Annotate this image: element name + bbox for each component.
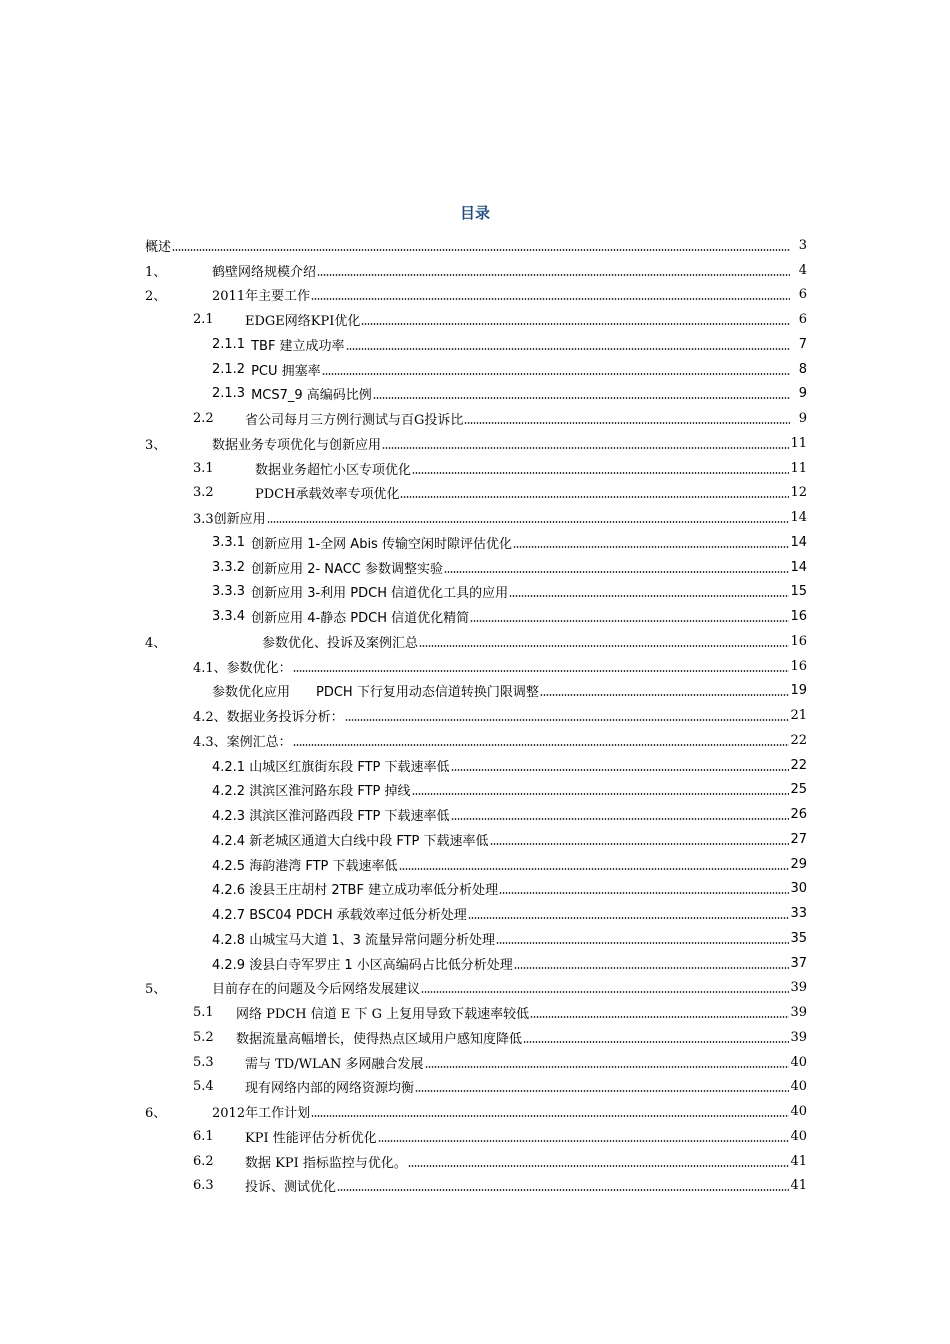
toc-entry-number: 2.1.1 bbox=[212, 336, 246, 352]
leader-dots bbox=[317, 274, 790, 276]
toc-entry[interactable] bbox=[145, 1025, 807, 1050]
toc-entry-page: 11 bbox=[790, 435, 807, 451]
toc-entry[interactable] bbox=[145, 505, 807, 530]
leader-dots bbox=[311, 298, 790, 300]
toc-entry-label: PCU 拥塞率 bbox=[251, 363, 321, 379]
leader-dots bbox=[444, 571, 789, 573]
leader-dots bbox=[421, 991, 789, 993]
toc-entry-page: 27 bbox=[790, 831, 807, 847]
toc-entry-label: 4.2.1 山城区红旗街东段 FTP 下载速率低 bbox=[212, 759, 450, 775]
leader-dots bbox=[267, 521, 790, 523]
toc-entry-page: 14 bbox=[790, 559, 807, 575]
toc-entry-label: 4.2.8 山城宝马大道 1、3 流量异常问题分析处理 bbox=[212, 932, 496, 948]
leader-dots bbox=[346, 348, 790, 350]
toc-entry-label: 4.2.6 浚县王庄胡村 2TBF 建立成功率低分析处理 bbox=[212, 883, 499, 899]
toc-entry-page: 35 bbox=[790, 930, 807, 946]
toc-entry[interactable] bbox=[145, 406, 807, 431]
toc-entry[interactable] bbox=[145, 778, 807, 803]
toc-entry[interactable] bbox=[145, 530, 807, 555]
toc-entry-label: KPI 性能评估分析优化 bbox=[245, 1130, 377, 1146]
toc-entry-label: 4.1、参数优化： bbox=[193, 660, 292, 676]
toc-entry-number: 6、 bbox=[145, 1106, 167, 1122]
toc-entry-number: 3.3.1 bbox=[212, 534, 246, 550]
toc-entry-page: 11 bbox=[790, 460, 807, 476]
toc-entry-page: 3 bbox=[798, 237, 807, 253]
toc-entry[interactable] bbox=[145, 654, 807, 679]
toc-entry-number: 3.1 bbox=[193, 460, 214, 476]
leader-dots bbox=[468, 917, 790, 919]
toc-entry-label: 4.2.5 海韵港湾 FTP 下载速率低 bbox=[212, 858, 398, 874]
toc-entry[interactable] bbox=[145, 555, 807, 580]
toc-entry-label: TBF 建立成功率 bbox=[251, 338, 345, 354]
leader-dots bbox=[425, 1066, 790, 1068]
toc-entry-label: 目前存在的问题及今后网络发展建议 bbox=[212, 982, 421, 998]
toc-entry-number: 5.2 bbox=[193, 1029, 214, 1045]
toc-entry[interactable] bbox=[145, 431, 807, 456]
toc-entry-page: 41 bbox=[790, 1153, 807, 1169]
toc-entry-page: 30 bbox=[790, 881, 807, 897]
leader-dots bbox=[412, 793, 790, 795]
leader-dots bbox=[400, 496, 789, 498]
toc-entry[interactable] bbox=[145, 1099, 807, 1124]
toc-entry-label: 网络 PDCH 信道 E 下 G 上复用导致下载速率较低 bbox=[236, 1007, 530, 1023]
toc-entry-number: 2.1 bbox=[193, 312, 214, 328]
toc-entry-number: 1、 bbox=[145, 264, 167, 280]
toc-entry-page: 39 bbox=[790, 980, 807, 996]
toc-entry-page: 6 bbox=[798, 312, 807, 328]
toc-entry-label: 4.2.9 浚县白寺军罗庄 1 小区高编码占比低分析处理 bbox=[212, 957, 513, 973]
toc-entry-page: 14 bbox=[790, 510, 807, 526]
toc-entry-page: 7 bbox=[798, 336, 807, 352]
toc-entry-number: 3、 bbox=[145, 437, 167, 453]
toc-entry-number: 2.2 bbox=[193, 411, 214, 427]
leader-dots bbox=[470, 620, 789, 622]
toc-entry-page: 40 bbox=[790, 1104, 807, 1120]
toc-entry-page: 29 bbox=[790, 856, 807, 872]
toc-entry[interactable] bbox=[145, 1174, 807, 1199]
toc-entry-number: 3.2 bbox=[193, 485, 214, 501]
toc-entry-label: PDCH承载效率专项优化 bbox=[255, 487, 400, 503]
toc-entry-number: 5.3 bbox=[193, 1054, 214, 1070]
toc-entry[interactable] bbox=[145, 1075, 807, 1100]
toc-entry-label: EDGE网络KPI优化 bbox=[245, 314, 361, 330]
toc-entry-page: 12 bbox=[790, 485, 807, 501]
toc-entry-label: 需与 TD/WLAN 多网融合发展 bbox=[245, 1056, 424, 1072]
leader-dots bbox=[451, 769, 790, 771]
toc-entry[interactable] bbox=[145, 877, 807, 902]
toc-entry-page: 16 bbox=[790, 658, 807, 674]
toc-entry[interactable] bbox=[145, 976, 807, 1001]
leader-dots bbox=[337, 1189, 789, 1191]
toc-entry-label: 2012年工作计划 bbox=[212, 1106, 311, 1122]
toc-entry-number: 4、 bbox=[145, 635, 167, 651]
toc-entry[interactable] bbox=[145, 827, 807, 852]
toc-entry-page: 40 bbox=[790, 1079, 807, 1095]
leader-dots bbox=[408, 1165, 790, 1167]
toc-entry-page: 37 bbox=[790, 955, 807, 971]
toc-entry-page: 25 bbox=[790, 782, 807, 798]
toc-entry-page: 22 bbox=[790, 732, 807, 748]
leader-dots bbox=[293, 670, 790, 672]
toc-entry-label: 数据业务超忙小区专项优化 bbox=[255, 462, 412, 478]
toc-entry-label: 创新应用 4-静态 PDCH 信道优化精简 bbox=[251, 611, 470, 627]
toc-entry-page: 8 bbox=[798, 361, 807, 377]
toc-entry-label: 概述 bbox=[145, 239, 172, 255]
leader-dots bbox=[373, 397, 790, 399]
toc-entry[interactable] bbox=[145, 1149, 807, 1174]
toc-entry-page: 41 bbox=[790, 1178, 807, 1194]
toc-entry-label: 数据流量高幅增长，使得热点区域用户感知度降低 bbox=[236, 1031, 523, 1047]
toc-entry-label: 省公司每月三方例行测试与百G投诉比 bbox=[245, 413, 464, 429]
toc-entry-page: 16 bbox=[790, 609, 807, 625]
toc-entry-label: 参数优化、投诉及案例汇总 bbox=[262, 635, 419, 651]
toc-entry[interactable] bbox=[145, 580, 807, 605]
toc-entry-page: 39 bbox=[790, 1005, 807, 1021]
leader-dots bbox=[172, 249, 790, 251]
toc-entry-label: 4.2.3 淇滨区淮河路西段 FTP 下载速率低 bbox=[212, 809, 450, 825]
leader-dots bbox=[523, 1041, 789, 1043]
toc-entry-number: 3.3.4 bbox=[212, 609, 246, 625]
leader-dots bbox=[464, 422, 790, 424]
toc-entry-label: 2011年主要工作 bbox=[212, 289, 311, 305]
table-of-contents bbox=[145, 233, 807, 1198]
toc-entry-page: 40 bbox=[790, 1128, 807, 1144]
toc-entry-label: 创新应用 2- NACC 参数调整实验 bbox=[251, 561, 443, 577]
toc-entry-label: 4.2.4 新老城区通道大白线中段 FTP 下载速率低 bbox=[212, 833, 489, 849]
toc-entry-label: 创新应用 3-利用 PDCH 信道优化工具的应用 bbox=[251, 586, 509, 602]
toc-entry-label: 数据业务专项优化与创新应用 bbox=[212, 437, 382, 453]
leader-dots bbox=[419, 645, 789, 647]
toc-entry[interactable] bbox=[145, 1000, 807, 1025]
leader-dots bbox=[530, 1016, 789, 1018]
leader-dots bbox=[415, 1090, 789, 1092]
toc-entry-label: 4.2.2 淇滨区淮河路东段 FTP 掉线 bbox=[212, 784, 411, 800]
toc-entry-number: 5、 bbox=[145, 982, 167, 998]
toc-entry-page: 22 bbox=[790, 757, 807, 773]
toc-entry-page: 4 bbox=[798, 262, 807, 278]
toc-entry[interactable] bbox=[145, 802, 807, 827]
toc-entry-page: 33 bbox=[790, 906, 807, 922]
leader-dots bbox=[490, 843, 790, 845]
leader-dots bbox=[540, 694, 790, 696]
toc-entry-label: 鹤壁网络规模介绍 bbox=[212, 264, 317, 280]
toc-entry-page: 14 bbox=[790, 534, 807, 550]
toc-entry-page: 21 bbox=[790, 708, 807, 724]
leader-dots bbox=[293, 744, 790, 746]
toc-entry[interactable] bbox=[145, 901, 807, 926]
toc-entry[interactable] bbox=[145, 629, 807, 654]
leader-dots bbox=[378, 1140, 790, 1142]
leader-dots bbox=[499, 892, 789, 894]
toc-entry[interactable] bbox=[145, 753, 807, 778]
leader-dots bbox=[382, 447, 789, 449]
toc-entry-page: 39 bbox=[790, 1029, 807, 1045]
leader-dots bbox=[412, 472, 789, 474]
toc-entry-label: 现有网络内部的网络资源均衡 bbox=[245, 1081, 415, 1097]
toc-entry-page: 26 bbox=[790, 807, 807, 823]
toc-entry[interactable] bbox=[145, 1050, 807, 1075]
toc-entry[interactable] bbox=[145, 283, 807, 308]
toc-entry[interactable] bbox=[145, 926, 807, 951]
toc-entry[interactable] bbox=[145, 382, 807, 407]
toc-entry-label: 数据 KPI 指标监控与优化。 bbox=[245, 1155, 407, 1171]
leader-dots bbox=[513, 546, 789, 548]
toc-entry-number: 3.3.2 bbox=[212, 559, 246, 575]
leader-dots bbox=[345, 719, 790, 721]
leader-dots bbox=[322, 373, 790, 375]
toc-entry[interactable] bbox=[145, 233, 807, 258]
toc-entry-number: 2.1.3 bbox=[212, 386, 246, 402]
toc-entry[interactable] bbox=[145, 951, 807, 976]
toc-entry[interactable] bbox=[145, 1124, 807, 1149]
toc-entry-number: 2、 bbox=[145, 289, 167, 305]
leader-dots bbox=[361, 323, 790, 325]
leader-dots bbox=[311, 1115, 789, 1117]
toc-entry-label: 4.2.7 BSC04 PDCH 承载效率过低分析处理 bbox=[212, 908, 467, 924]
toc-entry[interactable] bbox=[145, 481, 807, 506]
toc-entry[interactable] bbox=[145, 679, 807, 704]
toc-entry-number: 6.1 bbox=[193, 1128, 214, 1144]
toc-entry-label: 投诉、测试优化 bbox=[245, 1180, 337, 1196]
toc-entry-number: 2.1.2 bbox=[212, 361, 246, 377]
toc-title: 目录 bbox=[459, 204, 490, 222]
toc-entry-label: 参数优化应用 PDCH 下行复用动态信道转换门限调整 bbox=[212, 685, 539, 701]
toc-entry-label: 4.2、数据业务投诉分析： bbox=[193, 710, 344, 726]
toc-entry[interactable] bbox=[145, 258, 807, 283]
toc-entry[interactable] bbox=[145, 307, 807, 332]
toc-entry-page: 16 bbox=[790, 633, 807, 649]
toc-entry-number: 5.4 bbox=[193, 1079, 214, 1095]
toc-entry-number: 3.3.3 bbox=[212, 584, 246, 600]
leader-dots bbox=[399, 868, 790, 870]
toc-entry-page: 40 bbox=[790, 1054, 807, 1070]
toc-entry[interactable] bbox=[145, 357, 807, 382]
toc-entry-number: 5.1 bbox=[193, 1005, 214, 1021]
toc-entry-label: 创新应用 1-全网 Abis 传输空闲时隙评估优化 bbox=[251, 536, 512, 552]
toc-entry[interactable] bbox=[145, 456, 807, 481]
toc-entry[interactable] bbox=[145, 852, 807, 877]
toc-entry-number: 6.3 bbox=[193, 1178, 214, 1194]
leader-dots bbox=[509, 595, 789, 597]
toc-entry-page: 9 bbox=[798, 386, 807, 402]
toc-entry[interactable] bbox=[145, 703, 807, 728]
toc-entry-page: 15 bbox=[790, 584, 807, 600]
toc-entry-page: 6 bbox=[798, 287, 807, 303]
toc-entry-page: 19 bbox=[790, 683, 807, 699]
leader-dots bbox=[451, 818, 790, 820]
toc-entry[interactable] bbox=[145, 604, 807, 629]
toc-entry-number: 6.2 bbox=[193, 1153, 214, 1169]
toc-entry-label: 3.3创新应用 bbox=[193, 512, 266, 528]
toc-entry[interactable] bbox=[145, 332, 807, 357]
leader-dots bbox=[514, 967, 790, 969]
leader-dots bbox=[496, 942, 789, 944]
toc-entry-label: MCS7_9 高编码比例 bbox=[251, 388, 372, 404]
toc-entry-page: 9 bbox=[798, 411, 807, 427]
toc-entry-label: 4.3、案例汇总： bbox=[193, 734, 292, 750]
toc-entry[interactable] bbox=[145, 728, 807, 753]
